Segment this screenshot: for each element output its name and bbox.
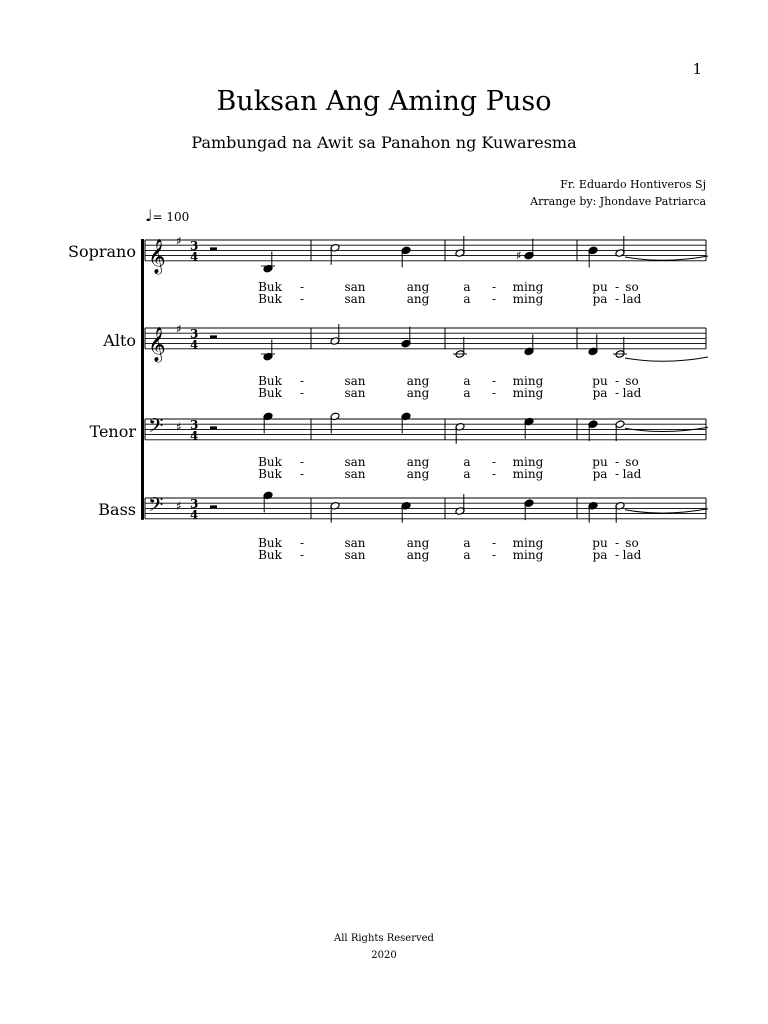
lyric-hyphen: - (299, 280, 305, 294)
lyric-syllable: a (463, 374, 471, 388)
lyric-syllable: pa (592, 386, 608, 400)
sharp-icon: ♯ (176, 499, 182, 513)
lyric-syllable: san (344, 280, 366, 294)
lyric-syllable: san (344, 548, 366, 562)
lyric-syllable: ming (512, 455, 544, 469)
lyric-syllable: Buk (258, 280, 282, 294)
lyric-syllable: san (344, 292, 366, 306)
lyric-syllable: a (463, 292, 471, 306)
lyric-syllable: lad (622, 467, 642, 481)
lyric-syllable: ming (512, 548, 544, 562)
time-signature-bottom: 4 (190, 338, 199, 352)
voice-label-soprano: Soprano (68, 242, 136, 261)
lyric-syllable: pa (592, 467, 608, 481)
time-signature-bottom: 4 (190, 508, 199, 522)
lyric-syllable: san (344, 467, 366, 481)
lyric-hyphen: - (299, 386, 305, 400)
lyric-hyphen: - (614, 455, 620, 469)
lyric-syllable: pu (592, 455, 608, 469)
sharp-icon: ♯ (516, 248, 522, 263)
voice-label-tenor: Tenor (89, 422, 136, 441)
lyric-syllable: ang (406, 536, 430, 550)
tie (625, 256, 708, 260)
lyric-hyphen: - (299, 455, 305, 469)
half-rest (210, 247, 217, 250)
treble-clef-icon: 𝄞 (148, 326, 166, 362)
lyric-hyphen: - (614, 548, 620, 562)
lyric-syllable: ang (406, 292, 430, 306)
half-rest (210, 505, 217, 508)
lyric-hyphen: - (614, 536, 620, 550)
sharp-icon: ♯ (176, 322, 182, 336)
lyric-syllable: san (344, 455, 366, 469)
lyric-syllable: Buk (258, 455, 282, 469)
lyric-syllable: ang (406, 280, 430, 294)
lyric-hyphen: - (299, 467, 305, 481)
lyric-syllable: pu (592, 536, 608, 550)
quarter-note-icon: ♩ (145, 206, 153, 225)
tie (625, 357, 708, 361)
lyric-syllable: san (344, 374, 366, 388)
composer-credit: Fr. Eduardo Hontiveros Sj (560, 178, 706, 191)
arranger-credit: Arrange by: Jhondave Patriarca (530, 195, 706, 208)
lyric-syllable: a (463, 467, 471, 481)
lyric-syllable: ming (512, 374, 544, 388)
time-signature-bottom: 4 (190, 429, 199, 443)
lyric-hyphen: - (491, 374, 497, 388)
lyric-hyphen: - (491, 280, 497, 294)
lyric-syllable: san (344, 386, 366, 400)
lyric-hyphen: - (299, 548, 305, 562)
lyric-syllable: Buk (258, 374, 282, 388)
page-title: Buksan Ang Aming Puso (216, 86, 552, 117)
system-bracket (141, 239, 144, 520)
page-subtitle: Pambungad na Awit sa Panahon ng Kuwaresma (191, 133, 577, 152)
voice-label-bass: Bass (98, 500, 136, 519)
lyric-syllable: a (463, 548, 471, 562)
lyric-syllable: a (463, 386, 471, 400)
lyric-syllable: ming (512, 292, 544, 306)
lyric-hyphen: - (491, 548, 497, 562)
lyric-hyphen: - (614, 386, 620, 400)
sharp-icon: ♯ (176, 234, 182, 248)
lyric-hyphen: - (614, 467, 620, 481)
lyric-hyphen: - (491, 467, 497, 481)
lyric-syllable: so (625, 280, 639, 294)
lyric-syllable: pu (592, 280, 608, 294)
lyric-syllable: ang (406, 467, 430, 481)
time-signature-top: 3 (190, 239, 199, 253)
lyric-syllable: ming (512, 280, 544, 294)
lyric-syllable: ang (406, 386, 430, 400)
lyric-syllable: lad (622, 386, 642, 400)
lyric-hyphen: - (614, 280, 620, 294)
lyric-syllable: Buk (258, 536, 282, 550)
lyric-syllable: ang (406, 548, 430, 562)
time-signature-top: 3 (190, 497, 199, 511)
lyric-syllable: Buk (258, 386, 282, 400)
lyric-syllable: ming (512, 386, 544, 400)
lyric-syllable: so (625, 536, 639, 550)
footer-rights: All Rights Reserved (334, 933, 434, 944)
lyric-syllable: Buk (258, 467, 282, 481)
lyric-hyphen: - (299, 374, 305, 388)
lyric-syllable: a (463, 280, 471, 294)
lyric-syllable: Buk (258, 548, 282, 562)
time-signature-top: 3 (190, 327, 199, 341)
half-rest (210, 426, 217, 429)
lyric-hyphen: - (491, 292, 497, 306)
half-rest (210, 335, 217, 338)
bass-clef-icon: 𝄢 (148, 414, 164, 442)
lyric-syllable: so (625, 374, 639, 388)
lyric-syllable: ming (512, 467, 544, 481)
lyric-hyphen: - (299, 536, 305, 550)
lyric-syllable: Buk (258, 292, 282, 306)
lyric-syllable: ang (406, 374, 430, 388)
lyric-syllable: lad (622, 292, 642, 306)
lyric-syllable: a (463, 455, 471, 469)
lyric-syllable: so (625, 455, 639, 469)
lyric-syllable: ming (512, 536, 544, 550)
lyric-syllable: a (463, 536, 471, 550)
lyric-syllable: pa (592, 548, 608, 562)
treble-clef-icon: 𝄞 (148, 238, 166, 274)
page-number: 1 (692, 60, 702, 78)
voice-label-alto: Alto (103, 331, 136, 350)
lyric-hyphen: - (614, 292, 620, 306)
time-signature-bottom: 4 (190, 250, 199, 264)
lyric-hyphen: - (491, 536, 497, 550)
bass-clef-icon: 𝄢 (148, 493, 164, 521)
tempo-text: = 100 (152, 210, 190, 224)
tie (625, 509, 708, 513)
lyric-hyphen: - (491, 455, 497, 469)
lyric-hyphen: - (299, 292, 305, 306)
time-signature-top: 3 (190, 418, 199, 432)
lyric-hyphen: - (491, 386, 497, 400)
lyric-hyphen: - (614, 374, 620, 388)
lyric-syllable: pa (592, 292, 608, 306)
lyric-syllable: lad (622, 548, 642, 562)
footer-year: 2020 (371, 950, 397, 961)
sharp-icon: ♯ (176, 420, 182, 434)
lyric-syllable: san (344, 536, 366, 550)
lyric-syllable: ang (406, 455, 430, 469)
lyric-syllable: pu (592, 374, 608, 388)
